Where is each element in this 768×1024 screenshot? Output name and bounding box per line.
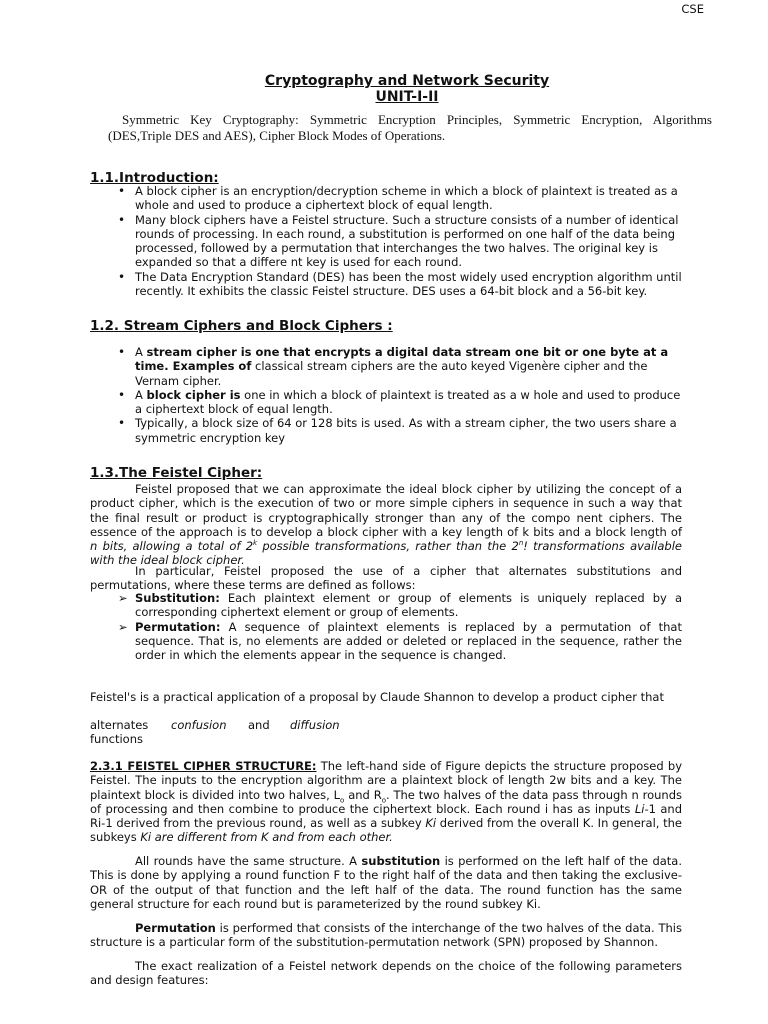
feistel-definitions — [118, 591, 682, 662]
list-item: • A block cipher is an encryption/decryption scheme in which a block of plaintext is treated as a whole and used to produce a ciphertext block of equal length. — [118, 184, 686, 213]
definition-permutation: ➢ Permutation: A sequence of plaintext elements is replaced by a permutation of that sequence. That is, no elements are added or deleted or replaced in the sequence, rather the order in which the elements appear in the sequence is changed. — [118, 619, 682, 663]
section-heading-stream-block: 1.2. Stream Ciphers and Block Ciphers : — [90, 318, 393, 334]
shannon-functions: functions — [90, 732, 143, 746]
permutation-paragraph: Permutation is performed that consists of the interchange of the two halves of the data. This structure is a particular form of the substitution-permutation network (SPN) proposed by Shannon. — [90, 921, 682, 950]
list-item: • A block cipher is one in which a block of plaintext is treated as a w hole and used to produce a ciphertext block of equal length. — [118, 388, 686, 417]
feistel-paragraph-1: Feistel proposed that we can approximate the ideal block cipher by utilizing the concept of a product cipher, which is the execution of two or more simple ciphers in sequence in such a way that the final result or product is cryptographically stronger than any of the compo nent ciphers. The essence of the approach is to develop a block cipher with a key length of k bits and a block length of n bits, allowing a total of 2$^k$ possible transformations, rather than the 2$^n$! transformations available with the ideal block cipher. — [90, 482, 682, 568]
header-dept: CSE — [681, 2, 704, 16]
feistel-structure-paragraph: 2.3.1 FEISTEL CIPHER STRUCTURE: The left-hand side of Figure depicts the structure proposed by Feistel. The inputs to the encryption algorithm are a plaintext block of length 2w bits and a key. The plaintext block is divided into two halves, $L_o$ and $R_o$. The two halves of the data pass through n rounds of processing and then combine to produce the ciphertext block. Each round i has as inputs Li-1 and Ri-1 derived from the previous round, as well as a subkey Ki derived from the overall K. In general, the subkeys Ki are different from K and from each other. — [90, 759, 683, 845]
document-page: CSE Cryptography and Network Security UNIT-I-II Symmetric Key Cryptography: Symmetric Encryption Principles, Symmetric Encryption, Algorithms (DES,Triple DES and AES), Cipher Block Modes of Operations. 1.1.Introduction: • A block cipher is an encryption/decryption scheme in which a block of plaintext is treated as a whole and used to produce a ciphertext block of equal length. • Many block ciphers have a Feistel structure. Such a structure consists of a number of identical rounds of processing. In each round, a substitution is performed on one half of the data being processed, followed by a permutation that interchanges the two halves. The original key is expanded so that a differe nt key is used for each round. • The Data Encryption Standard (DES) has been the most widely used encryption algorithm until recently. It exhibits the classic Feistel structure. DES uses a 64-bit block and a 56-bit key. 1.2. Stream Ciphers and Block Ciphers : • A stream cipher is one that encrypts a digital data stream one bit or one byte at a time. Examples of classical stream ciphers are the auto keyed Vigenère cipher and the Vernam cipher. • A block cipher is one in which a block of plaintext is treated as a w hole and used to produce a ciphertext block of equal length. • Typically, a block size of 64 or 128 bits is used. As with a stream cipher, the two users share a symmetric encryption key 1.3.The Feistel Cipher: Feistel proposed that we can approximate the ideal block cipher by utilizing the concept of a product cipher, which is the execution of two or more simple ciphers in sequence in such a way that the final result or product is cryptographically stronger than any of the compo nent ciphers. The essence of the approach is to develop a block cipher with a key length of k bits and a block length of n bits, allowing a total of 2$^k$ possible transformations, rather than the 2$^n$! transformations available with the ideal block cipher. In particular, Feistel proposed the use of a cipher that alternates substitutions and permutations, where these terms are defined as follows: ➢ Substitution: Each plaintext element or group of elements is uniquely replaced by a corresponding ciphertext element or group of elements. ➢ Permutation: A sequence of plaintext elements is replaced by a permutation of that sequence. That is, no elements are added or deleted or replaced in the sequence, rather the order in which the elements appear in the sequence is changed. Feistel's is a practical application of a proposal by Claude Shannon to develop a product cipher that alternates confusion and diffusion functions 2.3.1 FEISTEL CIPHER STRUCTURE: The left-hand side of Figure depicts the structure proposed by Feistel. The inputs to the encryption algorithm are a plaintext block of length 2w bits and a key. The plaintext block is divided into two halves, $L_o$ and $R_o$. The two halves of the data pass through n rounds of processing and then combine to produce the ciphertext block. Each round i has as inputs Li-1 and Ri-1 derived from the previous round, as well as a subkey Ki derived from the overall K. In general, the subkeys Ki are different from K and from each other. All rounds have the same structure. A substitution is performed on the left half of the data. This is done by applying a round function F to the right half of the data and then taking the exclusive-OR of the output of that function and the left half of the data. The round function has the same general structure for each round but is parameterized by the round subkey Ki. Permutation is performed that consists of the interchange of the two halves of the data. This structure is a particular form of the substitution-permutation network (SPN) proposed by Shannon. The exact realization of a Feistel network depends on the choice of the following parameters and design features: — [0, 0, 768, 1024]
shannon-paragraph: Feistel's is a practical application of a proposal by Claude Shannon to develop a product cipher that — [90, 690, 664, 704]
list-item: • A stream cipher is one that encrypts a digital data stream one bit or one byte at a time. Examples of classical stream ciphers are the auto keyed Vigenère cipher and the Vernam cipher. — [118, 345, 686, 388]
arrow-bullet-icon: ➢ — [118, 619, 128, 634]
definition-substitution: ➢ Substitution: Each plaintext element or group of elements is uniquely replaced by a corresponding ciphertext element or group of elements. — [118, 591, 682, 620]
realization-paragraph: The exact realization of a Feistel network depends on the choice of the following parameters and design features: — [90, 959, 682, 988]
document-title: Cryptography and Network Security — [264, 73, 550, 89]
syllabus-text: Symmetric Key Cryptography: Symmetric Encryption Principles, Symmetric Encryption, Algorithms (DES,Triple DES and AES), Cipher Block Modes of Operations. — [108, 112, 712, 143]
rounds-paragraph: All rounds have the same structure. A substitution is performed on the left half of the data. This is done by applying a round function F to the right half of the data and then taking the exclusive-OR of the output of that function and the left half of the data. The round function has the same general structure for each round but is parameterized by the round subkey Ki. — [90, 854, 683, 911]
section-heading-introduction: 1.1.Introduction: — [90, 170, 219, 186]
list-item: • The Data Encryption Standard (DES) has been the most widely used encryption algorithm until recently. It exhibits the classic Feistel structure. DES uses a 64-bit block and a 56-bit key. — [118, 270, 686, 299]
list-item: • Typically, a block size of 64 or 128 bits is used. As with a stream cipher, the two users share a symmetric encryption key — [118, 416, 686, 445]
section-heading-feistel: 1.3.The Feistel Cipher: — [90, 465, 263, 481]
stream-block-list — [118, 345, 686, 445]
arrow-bullet-icon: ➢ — [118, 591, 128, 605]
unit-title: UNIT-I-II — [375, 89, 439, 105]
list-item: • Many block ciphers have a Feistel structure. Such a structure consists of a number of identical rounds of processing. In each round, a substitution is performed on one half of the data being processed, followed by a permutation that interchanges the two halves. The original key is expanded so that a differe nt key is used for each round. — [118, 213, 686, 270]
introduction-list — [118, 184, 686, 298]
feistel-paragraph-2: In particular, Feistel proposed the use of a cipher that alternates substitutions and permutations, where these terms are defined as follows: — [90, 564, 682, 593]
